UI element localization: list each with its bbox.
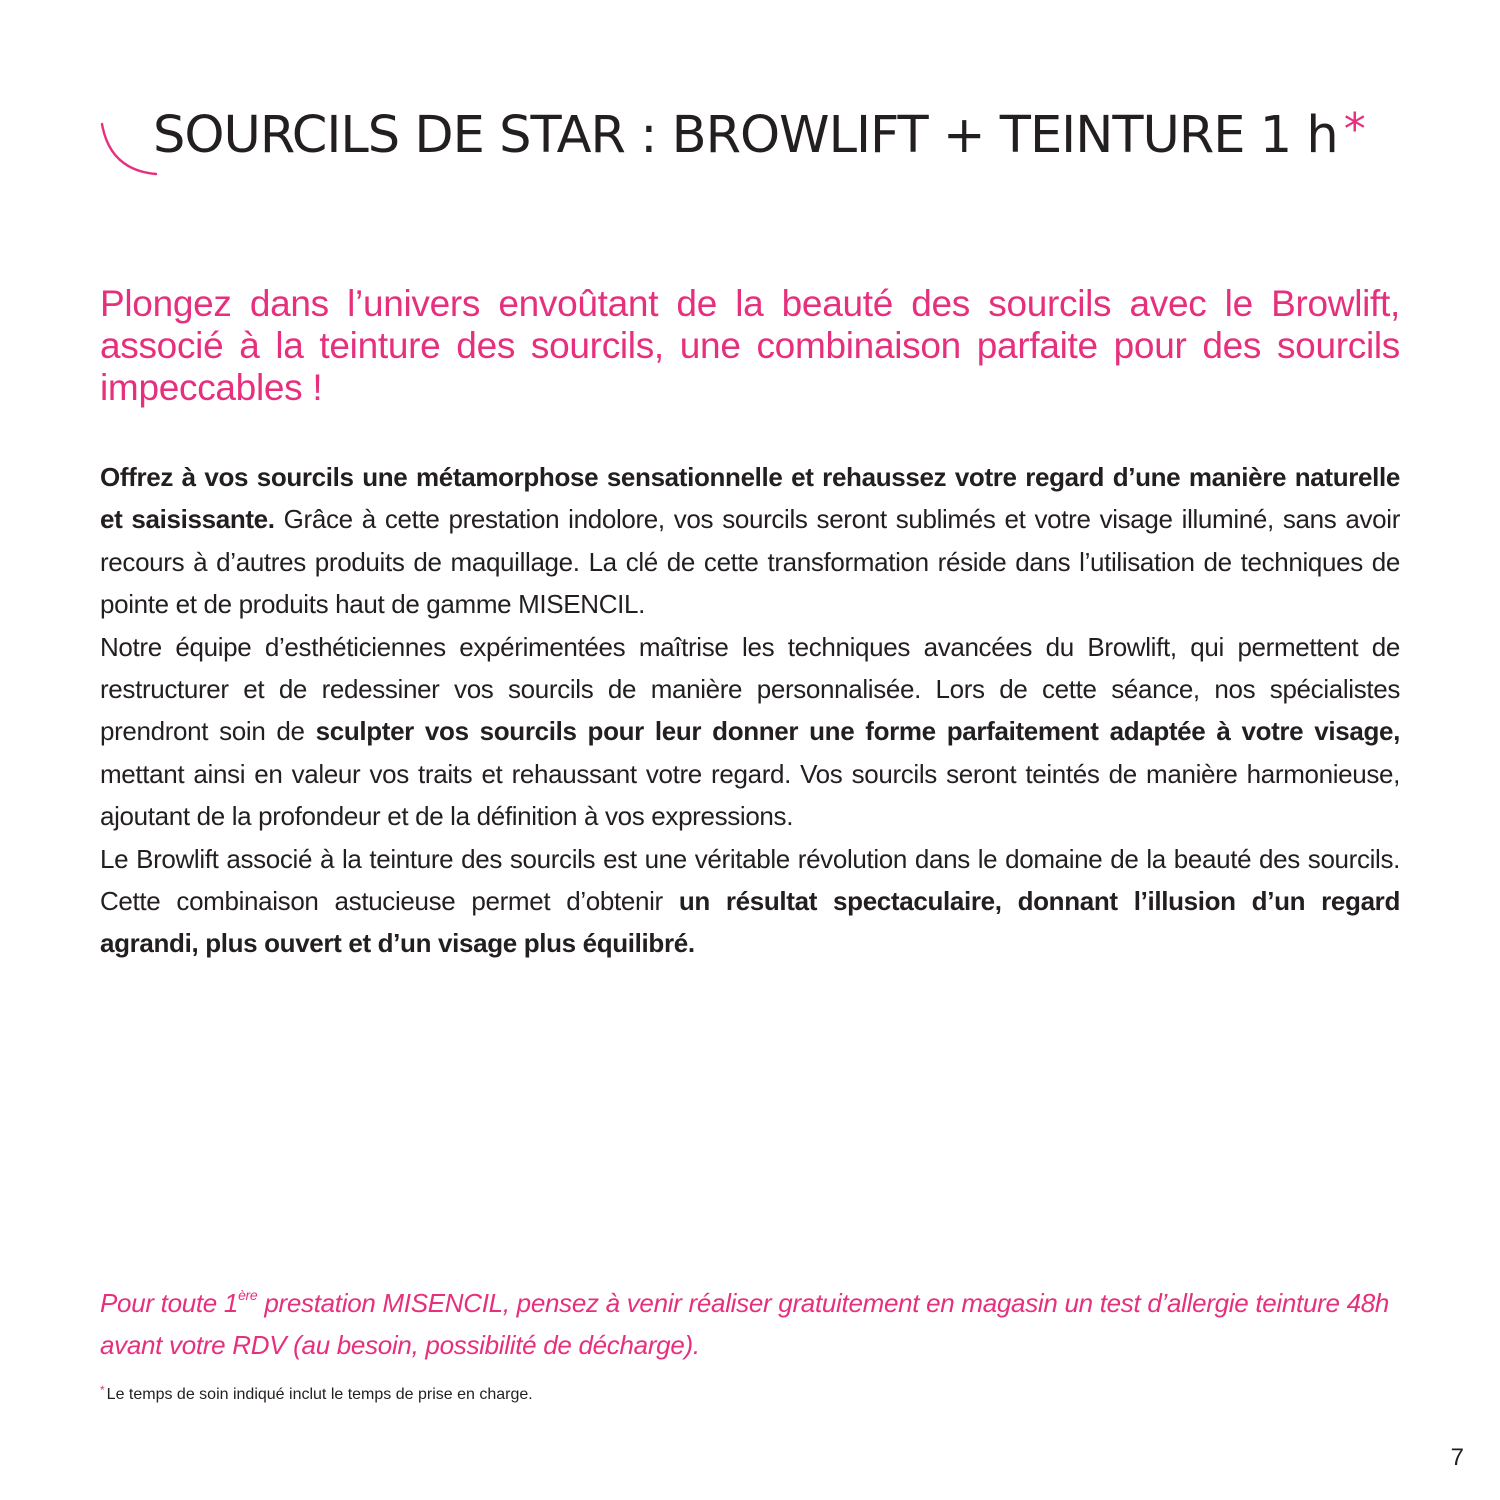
paragraph-3-bold: un résultat spectaculaire, donnant l’illusion d’un regard agrandi, plus ouvert et d’un visage plus équilibré. bbox=[100, 886, 1400, 959]
paragraph-2-bold: sculpter vos sourcils pour leur donner une forme parfaitement adaptée à votre visage, bbox=[315, 716, 1400, 747]
page-number: 7 bbox=[1450, 1444, 1464, 1471]
paragraph-3 bbox=[100, 838, 1400, 965]
intro-lead: Plongez dans l’univers envoûtant de la beauté des sourcils avec le Browlift, associé à la teinture des sourcils, une combinaison parfaite pour des sourcils impeccables ! bbox=[100, 283, 1400, 408]
footnote-text: Le temps de soin indiqué inclut le temps de prise en charge. bbox=[106, 1386, 533, 1403]
body-text bbox=[100, 456, 1400, 965]
paragraph-1 bbox=[100, 456, 1400, 626]
paragraph-2 bbox=[100, 626, 1400, 838]
title-asterisk: * bbox=[1343, 104, 1365, 155]
paragraph-2-text-before: Notre équipe d’esthéticiennes expérimentées maîtrise les techniques avancées du Browlift, qui permettent de restructurer et de redessiner vos sourcils de manière personnalisée. Lors de cette séance, nos spécialistes prendront soin de bbox=[100, 631, 1400, 747]
paragraph-3-text-before: Le Browlift associé à la teinture des sourcils est une véritable révolution dans le domaine de la beauté des sourcils. Cette combinaison astucieuse permet d’obtenir bbox=[100, 843, 1400, 917]
title-text: SOURCILS DE STAR : BROWLIFT + TEINTURE 1 h bbox=[153, 106, 1338, 165]
footnote-asterisk: * bbox=[100, 1383, 105, 1397]
paragraph-1-text: Grâce à cette prestation indolore, vos sourcils seront sublimés et votre visage illuminé, sans avoir recours à d’autres produits de maquillage. La clé de cette transformation réside dans l’utilisation de techniques de pointe et de produits haut de gamme MISENCIL. bbox=[100, 504, 1400, 620]
note-text-before: Pour toute 1 bbox=[100, 1288, 239, 1318]
note-text-after: prestation MISENCIL, pensez à venir réaliser gratuitement en magasin un test d’allergie teinture 48h avant votre RDV (au besoin, possibilité de décharge). bbox=[100, 1288, 1390, 1360]
page-title bbox=[153, 92, 1365, 174]
allergy-test-note bbox=[100, 1282, 1400, 1366]
footnote bbox=[100, 1378, 533, 1407]
paragraph-2-text-after: mettant ainsi en valeur vos traits et rehaussant votre regard. Vos sourcils seront teintés de manière harmonieuse, ajoutant de la profondeur et de la définition à vos expressions. bbox=[100, 758, 1400, 832]
paragraph-1-bold: Offrez à vos sourcils une métamorphose sensationnelle et rehaussez votre regard d’une manière naturelle et saisissante. bbox=[100, 462, 1400, 535]
note-superscript: ère bbox=[238, 1287, 258, 1303]
